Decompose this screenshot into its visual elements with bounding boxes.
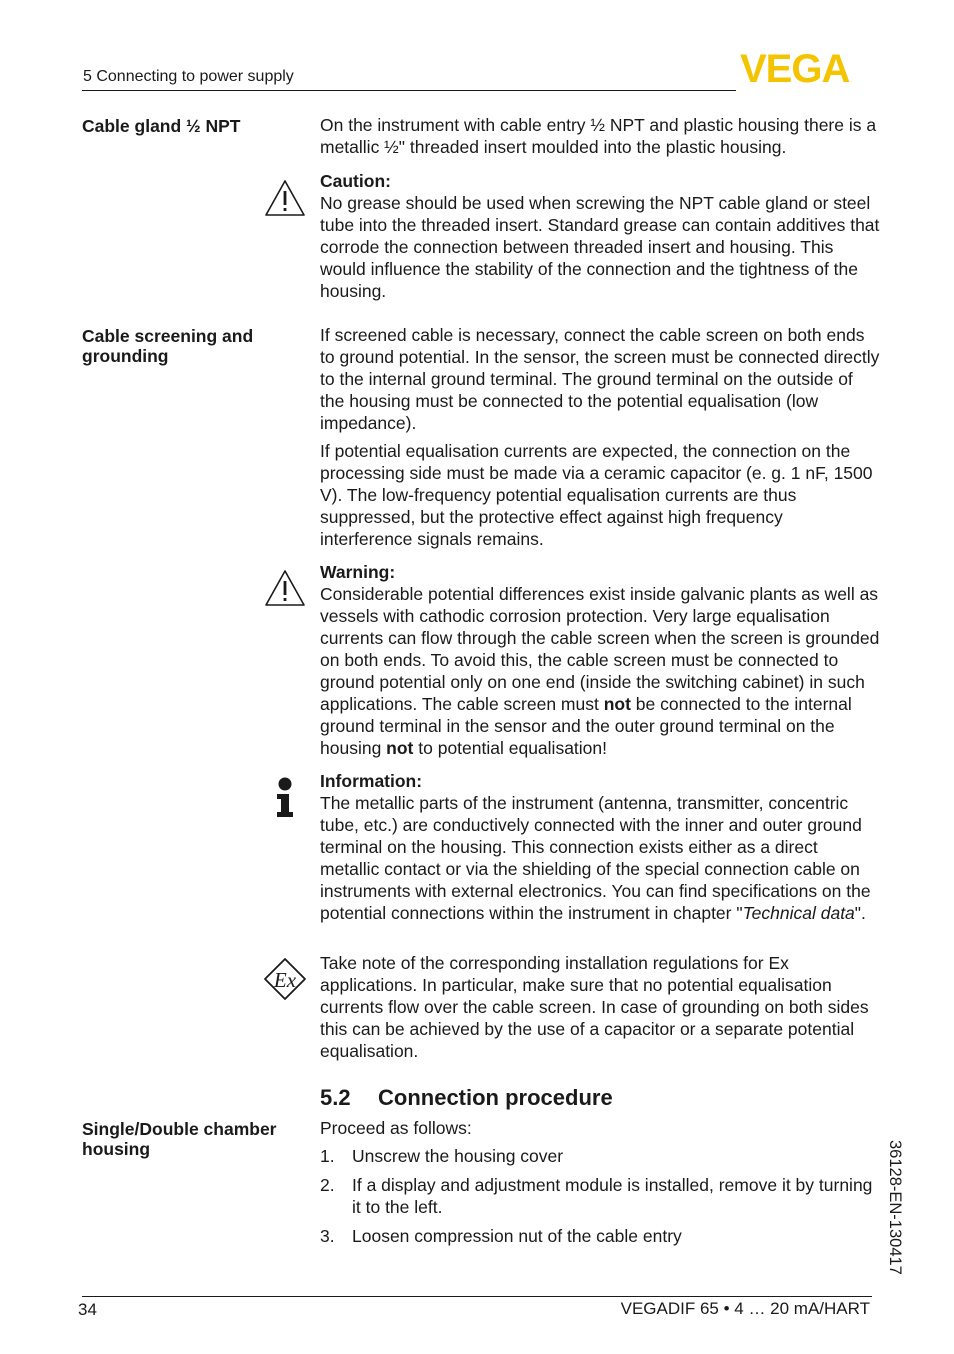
step-number: 1. xyxy=(320,1146,335,1166)
warning-bold-not-1: not xyxy=(603,694,631,714)
ex-note xyxy=(320,952,880,1062)
list-item xyxy=(320,1225,880,1247)
ex-symbol: Ex xyxy=(273,968,297,992)
warning-triangle-icon xyxy=(264,568,306,608)
procedure-intro: Proceed as follows: xyxy=(320,1118,472,1138)
page-number: 34 xyxy=(78,1300,97,1319)
information-text-a: The metallic parts of the instrument (antenna, transmitter, concentric tube, etc.) are conductively connected with the inner and outer ground terminal on the housing. This connection exists either as a direct metallic contact or via the shielding of the special connection cable on instruments with external electronics. You can find specifications on the potential connections within the instrument in chapter " xyxy=(320,793,871,923)
side-label-chamber-housing: Single/Double chamber housing xyxy=(82,1119,277,1159)
warning-text-c: to potential equalisation! xyxy=(413,738,608,758)
info-icon xyxy=(272,777,298,819)
warning-text-b: be connected to the internal ground terminal in the sensor and the outer ground terminal on the housing xyxy=(320,694,852,758)
screening-paragraph-2: If potential equalisation currents are expected, the connection on the processing side must be made via a ceramic capacitor (e. g. 1 nF, 1500 V). The low-frequency potential equalisation currents are thus suppressed, but the protective effect against high frequency interference signals remains. xyxy=(320,441,873,549)
logo-text: VEGA xyxy=(740,50,850,86)
section-heading xyxy=(320,1085,613,1111)
side-label-cable-gland: Cable gland ½ NPT xyxy=(82,116,241,136)
step-text: Unscrew the housing cover xyxy=(352,1146,564,1166)
warning-bold-not-2: not xyxy=(386,738,414,758)
footer-rule xyxy=(82,1296,872,1297)
warning-note xyxy=(320,561,880,759)
information-note xyxy=(320,770,880,924)
section-number: 5.2 xyxy=(320,1085,351,1110)
procedure-steps xyxy=(320,1145,880,1254)
warning-title: Warning: xyxy=(320,562,396,582)
caution-note xyxy=(320,170,880,302)
information-italic: Technical data xyxy=(742,903,855,923)
cable-gland-paragraph: On the instrument with cable entry ½ NPT and plastic housing there is a metallic ½" threaded insert moulded into the plastic housing. xyxy=(320,115,877,157)
running-header: 5 Connecting to power supply xyxy=(83,68,294,85)
step-number: 2. xyxy=(320,1175,335,1195)
information-title: Information: xyxy=(320,771,423,791)
product-name: VEGADIF 65 • 4 … 20 mA/HART xyxy=(620,1299,870,1318)
warning-triangle-icon xyxy=(264,178,306,218)
step-text: If a display and adjustment module is installed, remove it by turning it to the left. xyxy=(352,1175,873,1217)
list-item xyxy=(320,1145,880,1167)
caution-title: Caution: xyxy=(320,171,391,191)
warning-text-a: Considerable potential differences exist inside galvanic plants as well as vessels with cathodic corrosion protection. Very large equalisation currents can flow through the cable screen when the screen is grounded on both ends. To avoid this, the cable screen must be connected to ground potential only on one end (inside the switching cabinet) in such applications. The cable screen must xyxy=(320,584,880,714)
ex-text: Take note of the corresponding installation regulations for Ex applications. In particular, make sure that no potential equalisation currents flow over the cable screen. In case of grounding on both sides this can be achieved by the use of a capacitor or a separate potential equalisation. xyxy=(320,953,869,1061)
cable-gland-text xyxy=(320,114,880,158)
document-id: 36128-EN-130417 xyxy=(886,1140,904,1275)
side-label-cable-screening: Cable screening and grounding xyxy=(82,326,254,366)
screening-paragraph-1: If screened cable is necessary, connect the cable screen on both ends to ground potential. In the sensor, the screen must be connected directly to the internal ground terminal. The ground terminal on the outside of the housing must be connected to the potential equalisation (low impedance). xyxy=(320,325,880,433)
vega-logo xyxy=(740,50,874,86)
list-item xyxy=(320,1174,880,1218)
ex-protection-icon xyxy=(263,957,307,1001)
step-text: Loosen compression nut of the cable entry xyxy=(352,1226,682,1246)
caution-text: No grease should be used when screwing the NPT cable gland or steel tube into the threaded insert. Standard grease can contain additives that corrode the connection between threaded insert and housing. This would influence the stability of the connection and the tightness of the housing. xyxy=(320,193,880,301)
header-rule xyxy=(82,90,736,91)
step-number: 3. xyxy=(320,1226,335,1246)
information-text-b: ". xyxy=(854,903,866,923)
screening-text xyxy=(320,324,880,550)
section-title: Connection procedure xyxy=(378,1085,613,1110)
information-text xyxy=(320,792,880,924)
warning-text xyxy=(320,583,880,759)
